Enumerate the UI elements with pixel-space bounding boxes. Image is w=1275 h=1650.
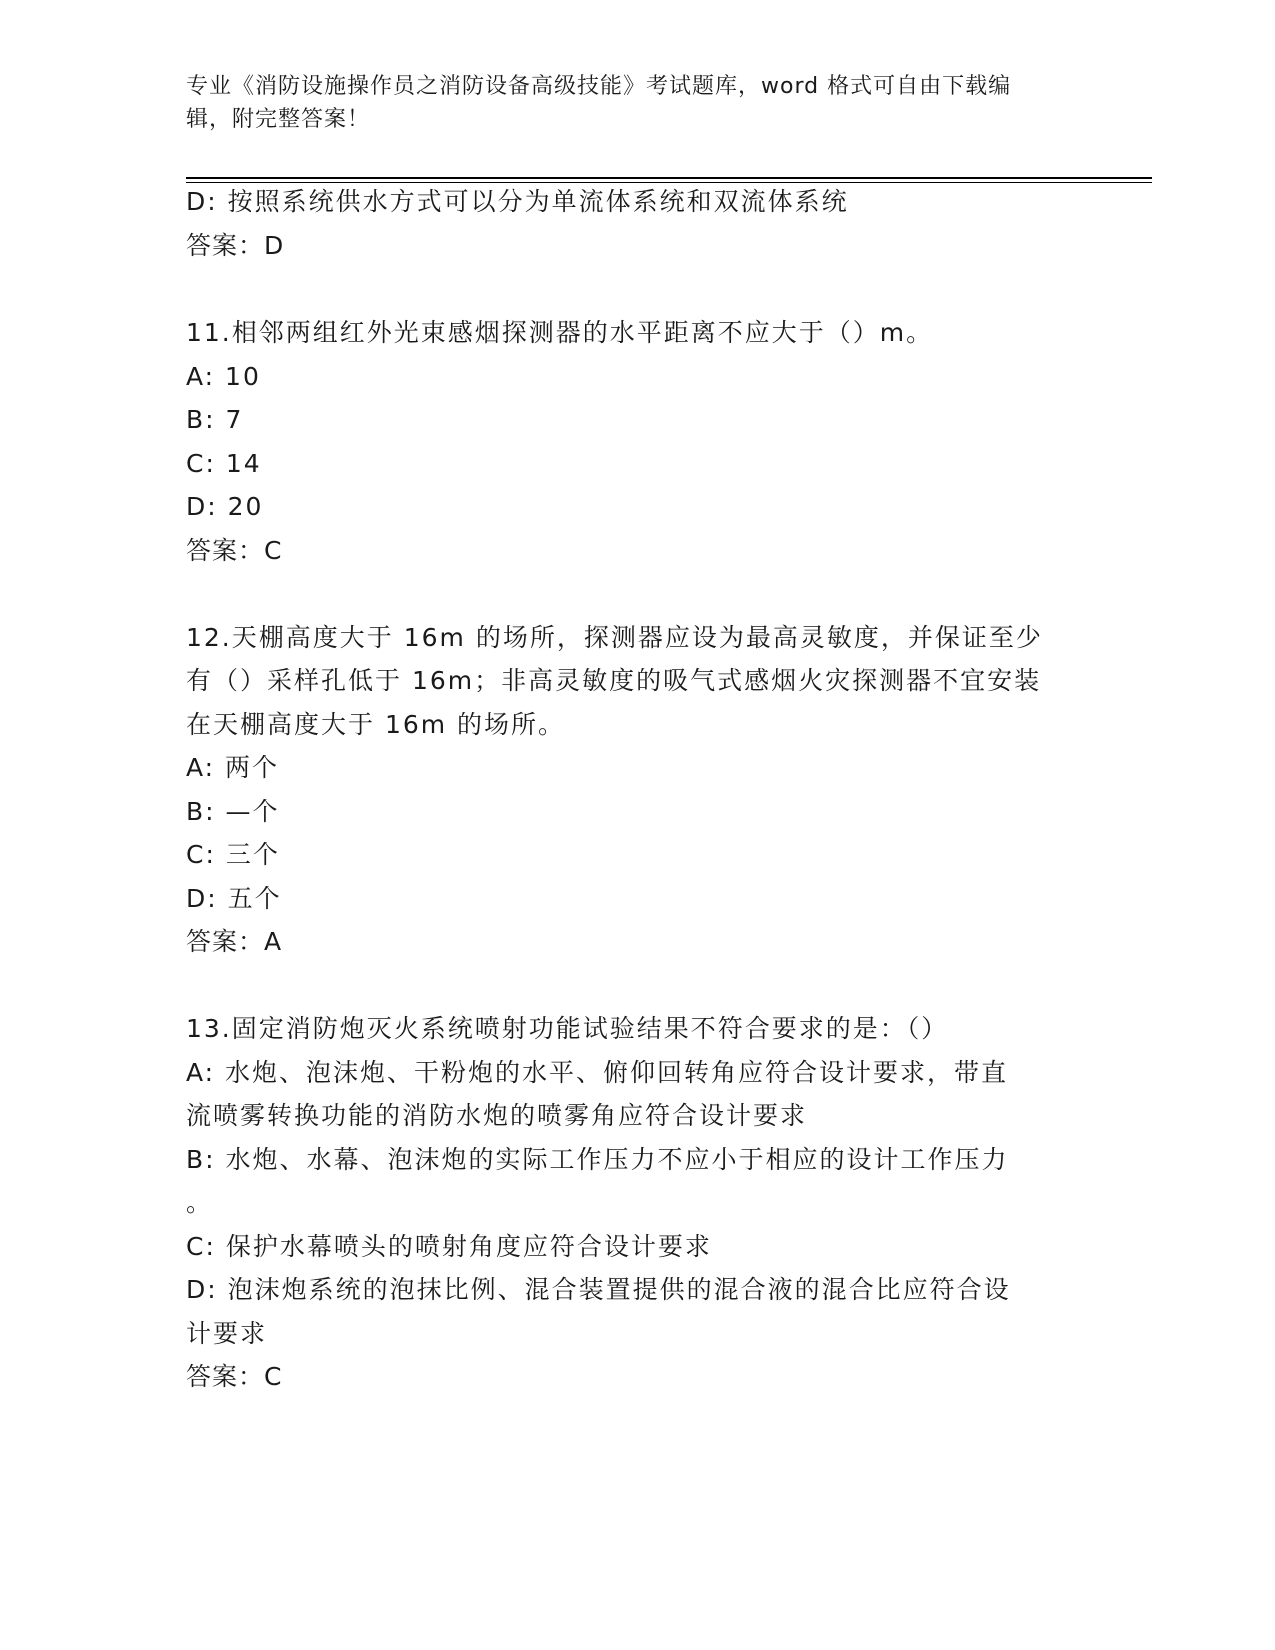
header-line-1: 专业《消防设施操作员之消防设备高级技能》考试题库，word 格式可自由下载编 <box>186 74 1012 99</box>
q12-stem-line-2: 有（）采样孔低于 16m；非高灵敏度的吸气式感烟火灾探测器不宜安装 <box>186 666 1042 695</box>
q13-option-a-line-2: 流喷雾转换功能的消防水炮的喷雾角应符合设计要求 <box>186 1101 808 1130</box>
document-header <box>186 70 1086 136</box>
q12-answer: 答案：A <box>186 927 283 956</box>
q12-option-a: A: 两个 <box>186 753 280 782</box>
q12-option-b: B: —个 <box>186 797 280 826</box>
q13-option-a-line-1: A: 水炮、泡沫炮、干粉炮的水平、俯仰回转角应符合设计要求，带直 <box>186 1058 1009 1087</box>
prev-answer: 答案：D <box>186 231 285 260</box>
q11-option-d: D: 20 <box>186 492 264 521</box>
header-line-2: 辑，附完整答案！ <box>186 107 371 132</box>
q11-stem: 11.相邻两组红外光束感烟探测器的水平距离不应大于（）m。 <box>186 318 934 347</box>
q12-stem-line-1: 12.天棚高度大于 16m 的场所，探测器应设为最高灵敏度，并保证至少 <box>186 623 1043 652</box>
q13-option-c: C: 保护水幕喷头的喷射角度应符合设计要求 <box>186 1232 712 1261</box>
q12-option-d: D: 五个 <box>186 884 282 913</box>
header-divider-thick <box>186 177 1152 179</box>
q11-answer: 答案：C <box>186 536 283 565</box>
q13-stem: 13.固定消防炮灭火系统喷射功能试验结果不符合要求的是：（） <box>186 1014 949 1043</box>
q13-answer: 答案：C <box>186 1362 283 1391</box>
q12-stem-line-3: 在天棚高度大于 16m 的场所。 <box>186 710 566 739</box>
q12-option-c: C: 三个 <box>186 840 280 869</box>
prev-option-d: D: 按照系统供水方式可以分为单流体系统和双流体系统 <box>186 187 849 216</box>
q11-option-a: A: 10 <box>186 362 261 391</box>
q13-option-b-line-2: 。 <box>186 1188 214 1217</box>
header-divider-thin <box>186 182 1152 183</box>
q13-option-d-line-1: D: 泡沫炮系统的泡抹比例、混合装置提供的混合液的混合比应符合设 <box>186 1275 1011 1304</box>
q11-option-b: B: 7 <box>186 405 244 434</box>
q11-option-c: C: 14 <box>186 449 262 478</box>
q13-option-b-line-1: B: 水炮、水幕、泡沫炮的实际工作压力不应小于相应的设计工作压力 <box>186 1145 1009 1174</box>
q13-option-d-line-2: 计要求 <box>186 1319 268 1348</box>
